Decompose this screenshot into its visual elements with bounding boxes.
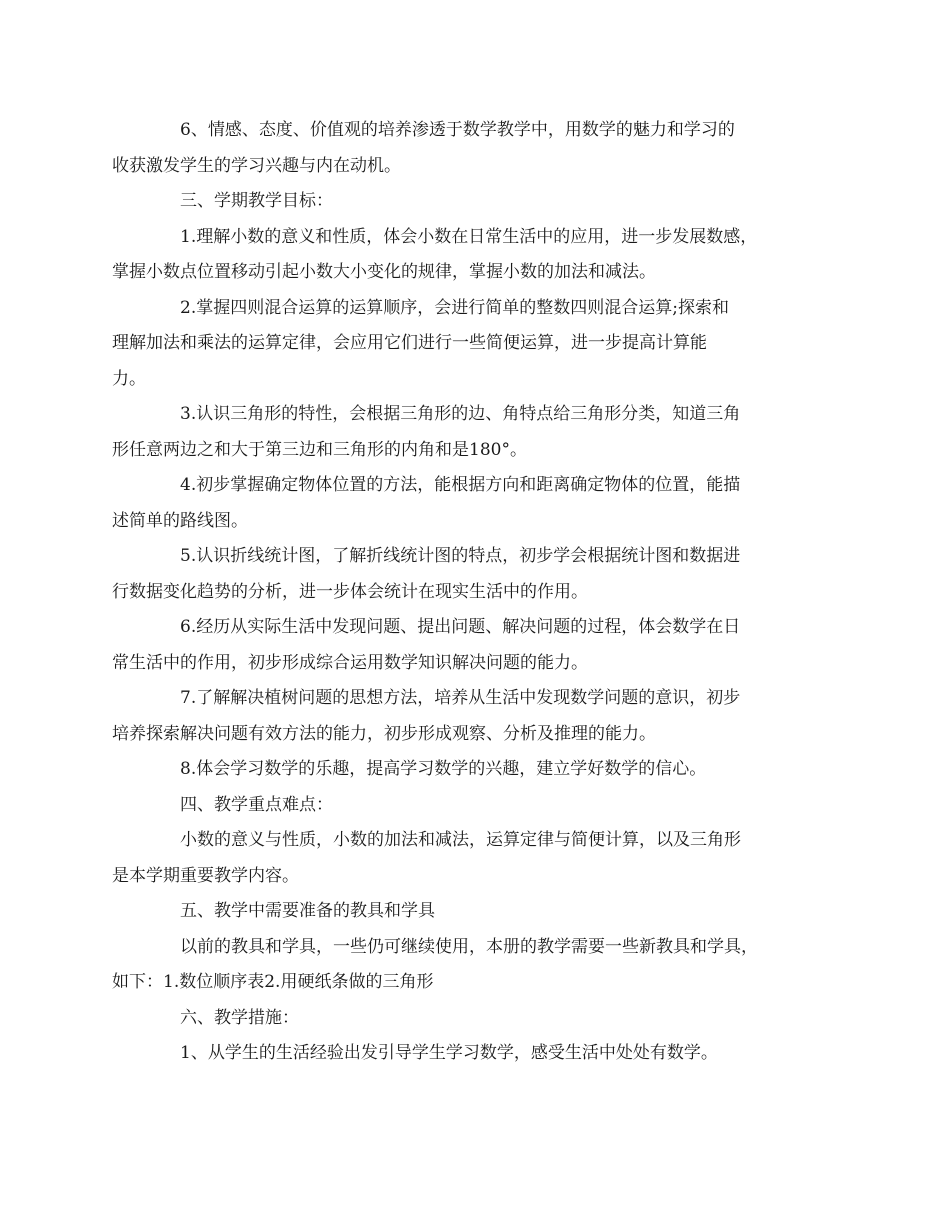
paragraph-line: 2.掌握四则混合运算的运算顺序，会进行简单的整数四则混合运算;探索和 (180, 297, 729, 318)
goal-item-4 (112, 468, 806, 539)
goal-item-1 (112, 220, 806, 291)
key-points-paragraph (112, 823, 806, 894)
paragraph-line: 培养探索解决问题有效方法的能力，初步形成观察、分析及推理的能力。 (112, 723, 656, 744)
paragraph-affect-goal (112, 113, 806, 184)
paragraph-line: 1.理解小数的意义和性质，体会小数在日常生活中的应用，进一步发展数感， (180, 226, 758, 247)
goal-item-6 (112, 610, 806, 681)
section-heading-text: 四、教学重点难点： (180, 794, 333, 815)
section-heading-teaching-measures (146, 1001, 806, 1037)
paragraph-line: 掌握小数点位置移动引起小数大小变化的规律，掌握小数的加法和减法。 (112, 262, 656, 282)
paragraph-line: 以前的教具和学具，一些仍可继续使用，本册的教学需要一些新教具和学具， (180, 936, 758, 957)
goal-item-2 (112, 291, 806, 398)
paragraph-line: 6.经历从实际生活中发现问题、提出问题、解决问题的过程，体会数学在日 (180, 617, 741, 637)
paragraph-line: 小数的意义与性质，小数的加法和减法，运算定律与简便计算，以及三角形 (180, 830, 741, 850)
document-body (112, 113, 806, 1072)
section-heading-teaching-aids (146, 894, 806, 930)
paragraph-line: 行数据变化趋势的分析，进一步体会统计在现实生活中的作用。 (112, 581, 588, 602)
paragraph-line: 7.了解解决植树问题的思想方法，培养从生活中发现数学问题的意识，初步 (180, 688, 741, 708)
section-heading-text: 三、学期教学目标： (180, 191, 333, 211)
paragraph-line: 1、从学生的生活经验出发引导学生学习数学，感受生活中处处有数学。 (180, 1043, 718, 1063)
paragraph-line: 8.体会学习数学的乐趣，提高学习数学的兴趣，建立学好数学的信心。 (180, 759, 707, 779)
paragraph-line: 常生活中的作用，初步形成综合运用数学知识解决问题的能力。 (112, 652, 588, 673)
section-heading-semester-goals (146, 184, 806, 220)
paragraph-line: 力。 (112, 368, 146, 389)
paragraph-line: 6、情感、态度、价值观的培养渗透于数学教学中，用数学的魅力和学习的 (180, 120, 735, 140)
goal-item-8 (146, 752, 806, 788)
section-heading-text: 五、教学中需要准备的教具和学具 (180, 901, 435, 921)
teaching-aids-paragraph (112, 930, 806, 1001)
measure-item-1 (146, 1036, 806, 1072)
paragraph-line: 述简单的路线图。 (112, 510, 248, 531)
paragraph-line: 形任意两边之和大于第三边和三角形的内角和是180°。 (112, 439, 527, 460)
paragraph-line: 理解加法和乘法的运算定律，会应用它们进行一些简便运算，进一步提高计算能 (112, 333, 707, 353)
paragraph-line: 如下：1.数位顺序表2.用硬纸条做的三角形 (112, 972, 434, 992)
paragraph-line: 收获激发学生的学习兴趣与内在动机。 (112, 155, 401, 176)
paragraph-line: 4.初步掌握确定物体位置的方法，能根据方向和距离确定物体的位置，能描 (180, 475, 741, 495)
goal-item-7 (112, 681, 806, 752)
goal-item-3 (112, 397, 806, 468)
goal-item-5 (112, 539, 806, 610)
paragraph-line: 3.认识三角形的特性，会根据三角形的边、角特点给三角形分类，知道三角 (180, 404, 741, 424)
paragraph-line: 5.认识折线统计图，了解折线统计图的特点，初步学会根据统计图和数据进 (180, 546, 741, 566)
section-heading-key-points (146, 788, 806, 824)
section-heading-text: 六、教学措施： (180, 1007, 299, 1028)
paragraph-line: 是本学期重要教学内容。 (112, 865, 299, 886)
